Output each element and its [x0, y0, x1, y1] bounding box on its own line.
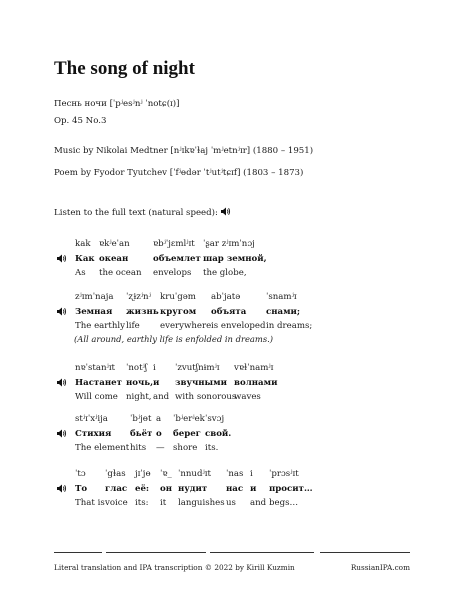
russian-word: и — [153, 378, 160, 388]
ipa-word: ˈnnudʲɪt — [178, 469, 211, 479]
ipa-word: i — [250, 469, 253, 479]
russian-word: он — [160, 484, 173, 494]
russian-word: её: — [135, 484, 150, 494]
english-word: us — [226, 498, 236, 508]
ipa-word: a — [156, 414, 162, 424]
english-word: life — [126, 321, 140, 331]
english-word: The element — [75, 443, 130, 453]
russian-word: объята — [211, 307, 247, 317]
english-word: As — [75, 268, 86, 278]
english-word: and — [153, 392, 170, 402]
russian-word: о — [156, 429, 162, 439]
english-word: and — [250, 498, 267, 508]
english-word: night, — [126, 392, 152, 402]
english-word: everywhere — [160, 321, 212, 331]
ipa-word: zʲɪmˈnaja — [75, 292, 114, 302]
english-word: its: — [135, 498, 149, 508]
ipa-word: ˈsvɔj — [205, 414, 225, 424]
ipa-word: ˈʐɨzʲnʲ — [126, 292, 151, 302]
opus-number: Op. 45 No.3 — [54, 116, 107, 126]
speaker-icon[interactable] — [57, 484, 67, 493]
english-word: it — [160, 498, 167, 508]
english-word: — — [156, 443, 165, 453]
russian-word: Земная — [75, 307, 113, 317]
footer-divider — [320, 552, 410, 553]
english-word: That is — [75, 498, 105, 508]
russian-word: Настанет — [75, 378, 122, 388]
english-word: the globe, — [203, 268, 247, 278]
poem-credit: Poem by Fyodor Tyutchev [ˈfʲɵdər ˈtʲutʲtɕɪf] (1803 – 1873) — [54, 168, 304, 178]
ipa-word: ˈɐ_ — [160, 469, 172, 479]
russian-word: бьёт — [130, 429, 153, 439]
russian-word: океан — [99, 254, 129, 264]
stanza-note: (All around, earthly life is enfolded in dreams.) — [74, 334, 274, 344]
ipa-word: kak — [75, 239, 91, 249]
english-word: its. — [205, 443, 219, 453]
russian-word: и — [250, 484, 257, 494]
stanza-1 — [0, 239, 464, 299]
english-word: shore — [173, 443, 198, 453]
ipa-word: vɐɫˈnamʲɪ — [234, 363, 274, 373]
russian-word: снами; — [266, 307, 301, 317]
english-word: the ocean — [99, 268, 142, 278]
speaker-icon[interactable] — [221, 207, 231, 216]
ipa-word: ˈtɔ — [75, 469, 86, 479]
ipa-word: abˈjatə — [211, 292, 241, 302]
russian-word: нудит — [178, 484, 208, 494]
stanza-4 — [0, 414, 464, 474]
footer-divider — [106, 552, 206, 553]
music-credit: Music by Nikolai Medtner [nʲɪkɐˈɫaj ˈmʲetnʲɪr] (1880 – 1951) — [54, 146, 314, 156]
ipa-word: stʲɪˈxʲija — [75, 414, 108, 424]
footer-copyright: Literal translation and IPA transcription © 2022 by Kirill Kuzmin — [54, 563, 295, 572]
english-word: begs… — [269, 498, 299, 508]
footer-site-link[interactable]: RussianIPA.com — [350, 563, 410, 572]
ipa-word: ˈnas — [226, 469, 244, 479]
russian-title: Песнь ночи [ˈpʲesʲnʲ ˈnotɕ(ɪ)] — [54, 99, 180, 109]
ipa-word: ˈʂar zʲɪmˈnɔj — [203, 239, 255, 249]
footer-divider — [210, 552, 314, 553]
russian-word: просит… — [269, 484, 313, 494]
speaker-icon[interactable] — [57, 254, 67, 263]
english-word: languishes — [178, 498, 225, 508]
english-word: is enveloped — [211, 321, 266, 331]
listen-label: Listen to the full text (natural speed): — [54, 208, 218, 218]
ipa-word: kruˈgəm — [160, 292, 196, 302]
russian-word: кругом — [160, 307, 197, 317]
russian-word: жизнь — [126, 307, 159, 317]
english-word: envelops — [153, 268, 192, 278]
ipa-word: ɐkʲeˈan — [99, 239, 130, 249]
russian-word: объемлет — [153, 254, 201, 264]
english-word: waves — [234, 392, 261, 402]
ipa-word: i — [153, 363, 156, 373]
russian-word: свой. — [205, 429, 232, 439]
ipa-word: jɪˈjɵ — [135, 469, 151, 479]
english-word: Will come — [75, 392, 118, 402]
speaker-icon[interactable] — [57, 429, 67, 438]
russian-word: Как — [75, 254, 95, 264]
stanza-5 — [0, 469, 464, 529]
russian-word: берег — [173, 429, 201, 439]
footer-divider — [54, 552, 102, 553]
ipa-word: ɐbʲˈjɛmlʲɪt — [153, 239, 195, 249]
english-word: hits — [130, 443, 147, 453]
ipa-word: ˈsnamʲɪ — [266, 292, 297, 302]
russian-word: Стихия — [75, 429, 112, 439]
ipa-word: ˈbʲjɵt — [130, 414, 152, 424]
english-word: in dreams; — [266, 321, 313, 331]
speaker-icon[interactable] — [57, 307, 67, 316]
russian-word: ночь, — [126, 378, 154, 388]
russian-word: шар земной, — [203, 254, 267, 264]
ipa-word: ˈbʲerʲek — [173, 414, 205, 424]
english-word: with sonorous — [175, 392, 237, 402]
russian-word: нас — [226, 484, 244, 494]
listen-row — [54, 207, 231, 219]
ipa-word: nɐˈstanʲɪt — [75, 363, 116, 373]
ipa-word: ˈprɔsʲɪt — [269, 469, 299, 479]
russian-word: То — [75, 484, 88, 494]
ipa-word: ˈgɫas — [105, 469, 126, 479]
speaker-icon[interactable] — [57, 378, 67, 387]
russian-word: звучными — [175, 378, 227, 388]
russian-word: волнами — [234, 378, 278, 388]
poem-title: The song of night — [54, 58, 195, 79]
english-word: The earthly — [75, 321, 125, 331]
ipa-word: ˈzvutʃnɨmʲɪ — [175, 363, 220, 373]
english-word: voice — [105, 498, 128, 508]
ipa-word: ˈnotʲʃ — [126, 363, 148, 373]
russian-word: глас — [105, 484, 128, 494]
